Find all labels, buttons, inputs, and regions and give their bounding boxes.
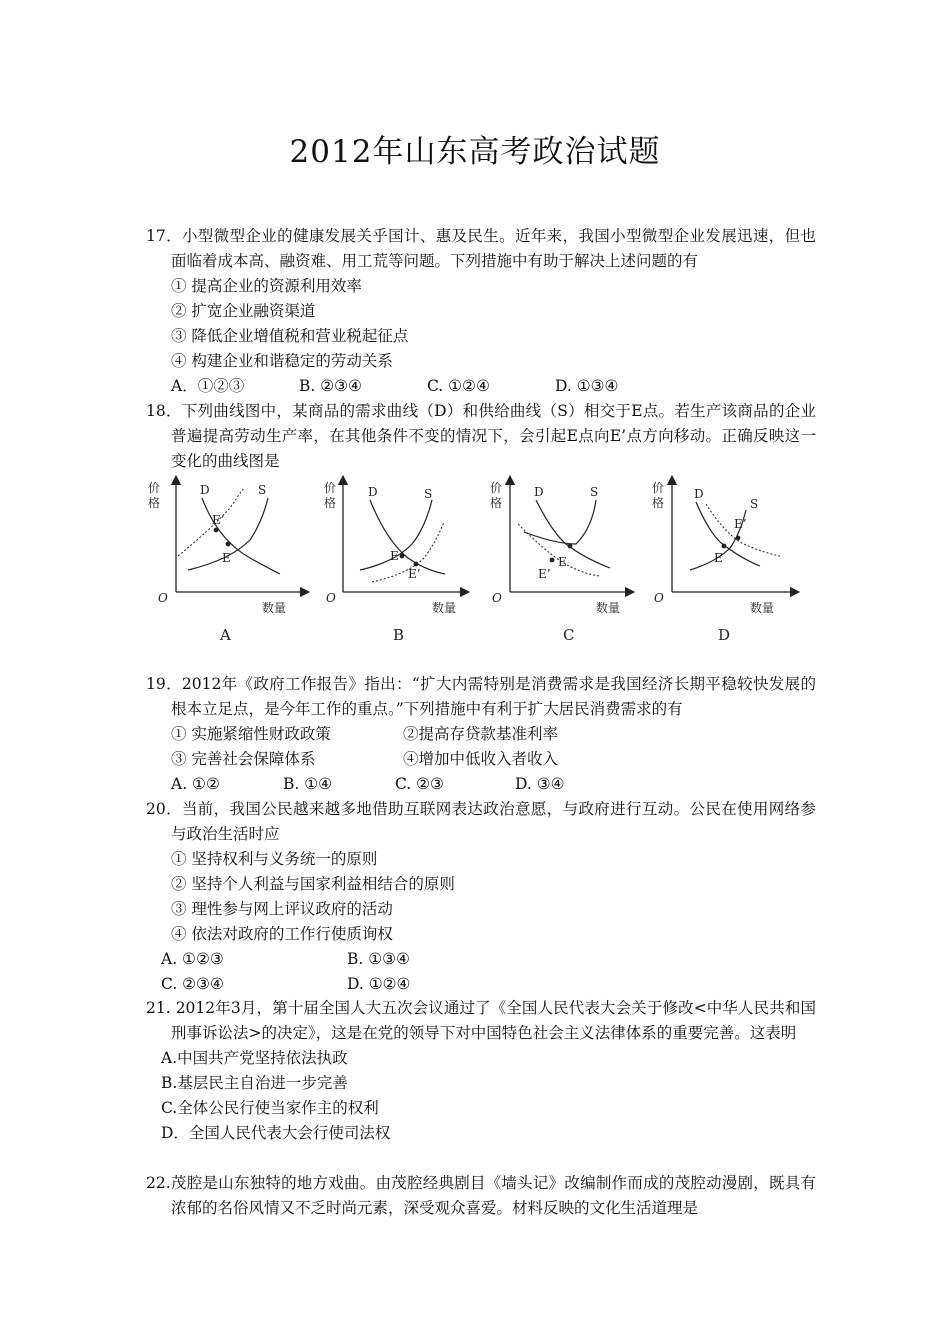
s-label: S <box>750 497 759 511</box>
choice-a: A.中国共产党坚持依法执政 <box>161 1049 348 1067</box>
choice-row <box>146 374 816 399</box>
d-label: D <box>368 485 378 499</box>
point-e <box>400 554 405 559</box>
choice-b: B.基层民主自治进一步完善 <box>161 1074 348 1092</box>
y-axis-label: 价 <box>652 481 665 495</box>
d-label: D <box>694 487 704 501</box>
graph-c <box>490 480 630 644</box>
choice-b: B. ①③④ <box>347 950 410 968</box>
s-label: S <box>590 485 599 499</box>
graph-option-label: B <box>393 626 405 644</box>
s-label: S <box>424 487 433 501</box>
e-prime-label: E’ <box>408 567 421 581</box>
choice-a: A. ①②③ <box>161 950 224 968</box>
statement-item: ④ 构建企业和谐稳定的劳动关系 <box>171 352 393 370</box>
graph-option-label: C <box>563 626 575 644</box>
statement-item: ① 坚持权利与义务统一的原则 <box>171 850 378 868</box>
y-axis-label: 价 <box>148 481 161 495</box>
y-axis-label: 价 <box>490 481 503 495</box>
page-title: 2012年山东高考政治试题 <box>289 134 661 170</box>
supply-demand-graphs <box>140 470 800 650</box>
point-e-prime <box>214 528 219 533</box>
demand-curve <box>696 502 760 566</box>
d-label: D <box>200 483 210 497</box>
question-stem: 20．当前，我国公民越来越多地借助互联网表达政治意愿，与政府进行互动。公民在使用网络参与政治生活时应 <box>146 800 816 843</box>
point-e-prime <box>414 562 419 567</box>
choice-row <box>146 947 816 972</box>
question-stem: 22.茂腔是山东独特的地方戏曲。由茂腔经典剧目《墙头记》改编制作而成的茂腔动漫剧，既具有浓郁的名俗风情又不乏时尚元素，深受观众喜爱。材料反映的文化生活道理是 <box>146 1174 816 1217</box>
choice-d: D. ③④ <box>515 775 565 793</box>
question-21 <box>146 996 816 1146</box>
statement-item: ④增加中低收入者收入 <box>403 750 559 768</box>
question-20 <box>146 797 816 997</box>
statement-item: ③ 理性参与网上评议政府的活动 <box>171 900 393 918</box>
point-e <box>226 542 231 547</box>
point-e-prime <box>550 558 555 563</box>
graph-d <box>652 480 795 644</box>
question-17 <box>146 224 816 399</box>
question-stem: 21. 2012年3月，第十届全国人大五次会议通过了《全国人民代表大会关于修改<中华人民共和国刑事诉讼法>的决定》，这是在党的领导下对中国特色社会主义法律体系的重要完善。这表明 <box>146 999 816 1042</box>
question-19 <box>146 672 816 797</box>
choice-b: B. ①④ <box>283 775 333 793</box>
x-axis-label: 数量 <box>596 601 621 615</box>
statement-item: ① 实施紧缩性财政政策 <box>171 725 331 743</box>
graph-a <box>148 480 305 644</box>
y-axis-label: 格 <box>652 496 665 510</box>
e-prime-label: E’ <box>212 513 225 527</box>
point-e <box>568 544 573 549</box>
origin-label: O <box>158 591 168 605</box>
d-label: D <box>534 485 544 499</box>
statement-item: ② 坚持个人利益与国家利益相结合的原则 <box>171 875 455 893</box>
e-label: E <box>558 555 567 569</box>
demand-curve <box>370 500 445 574</box>
graph-option-label: D <box>718 626 731 644</box>
e-prime-label: E’ <box>538 567 551 581</box>
s-label: S <box>258 483 267 497</box>
origin-label: O <box>654 591 664 605</box>
statement-item: ③ 降低企业增值税和营业税起征点 <box>171 327 409 345</box>
choice-d: D. ①③④ <box>555 377 619 395</box>
choice-d: D. ①②④ <box>347 975 411 993</box>
e-label: E <box>390 549 399 563</box>
choice-c: C. ②③ <box>395 775 444 793</box>
statement-row <box>146 722 816 747</box>
e-label: E <box>222 551 231 565</box>
statement-row <box>146 747 816 772</box>
origin-label: O <box>492 591 502 605</box>
choice-a: A. ①② <box>171 775 220 793</box>
choice-c: C. ②③④ <box>161 975 224 993</box>
statement-item: ④ 依法对政府的工作行使质询权 <box>171 925 393 943</box>
y-axis-label: 价 <box>324 481 337 495</box>
choice-c: C.全体公民行使当家作主的权利 <box>161 1099 379 1117</box>
e-label: E <box>714 551 723 565</box>
x-axis-label: 数量 <box>262 601 287 615</box>
x-axis-label: 数量 <box>750 601 775 615</box>
graph-option-label: A <box>220 626 231 644</box>
choice-c: C. ①②④ <box>427 377 490 395</box>
question-22 <box>146 1171 816 1221</box>
question-18 <box>146 399 816 474</box>
point-e-prime <box>736 536 741 541</box>
graph-b <box>324 480 465 644</box>
question-stem: 19．2012年《政府工作报告》指出：“扩大内需特别是消费需求是我国经济长期平稳较快发展的根本立足点，是今年工作的重点。”下列措施中有利于扩大居民消费需求的有 <box>146 675 816 718</box>
y-axis-label: 格 <box>148 496 161 510</box>
origin-label: O <box>326 591 336 605</box>
choice-d: D．全国人民代表大会行使司法权 <box>161 1124 391 1142</box>
choice-row <box>146 772 816 797</box>
y-axis-label: 格 <box>324 496 337 510</box>
statement-item: ② 扩宽企业融资渠道 <box>171 302 316 320</box>
question-stem: 18．下列曲线图中，某商品的需求曲线（D）和供给曲线（S）相交于E点。若生产该商品的企业普遍提高劳动生产率，在其他条件不变的情况下，会引起E点向E’点方向移动。正确反映这一变化的曲线图是 <box>146 402 816 470</box>
statement-item: ① 提高企业的资源利用效率 <box>171 277 362 295</box>
choice-b: B. ②③④ <box>299 377 362 395</box>
choice-row <box>146 972 816 997</box>
e-prime-label: E’ <box>734 517 747 531</box>
statement-item: ②提高存贷款基准利率 <box>403 725 559 743</box>
demand-curve <box>536 500 610 568</box>
question-stem: 17．小型微型企业的健康发展关乎国计、惠及民生。近年来，我国小型微型企业发展迅速，但也面临着成本高、融资难、用工荒等问题。下列措施中有助于解决上述问题的有 <box>146 227 816 270</box>
point-e <box>722 544 727 549</box>
x-axis-label: 数量 <box>432 601 457 615</box>
y-axis-label: 格 <box>490 496 503 510</box>
shifted-curve <box>178 488 244 556</box>
choice-a: A．①②③ <box>171 377 245 395</box>
statement-item: ③ 完善社会保障体系 <box>171 750 316 768</box>
